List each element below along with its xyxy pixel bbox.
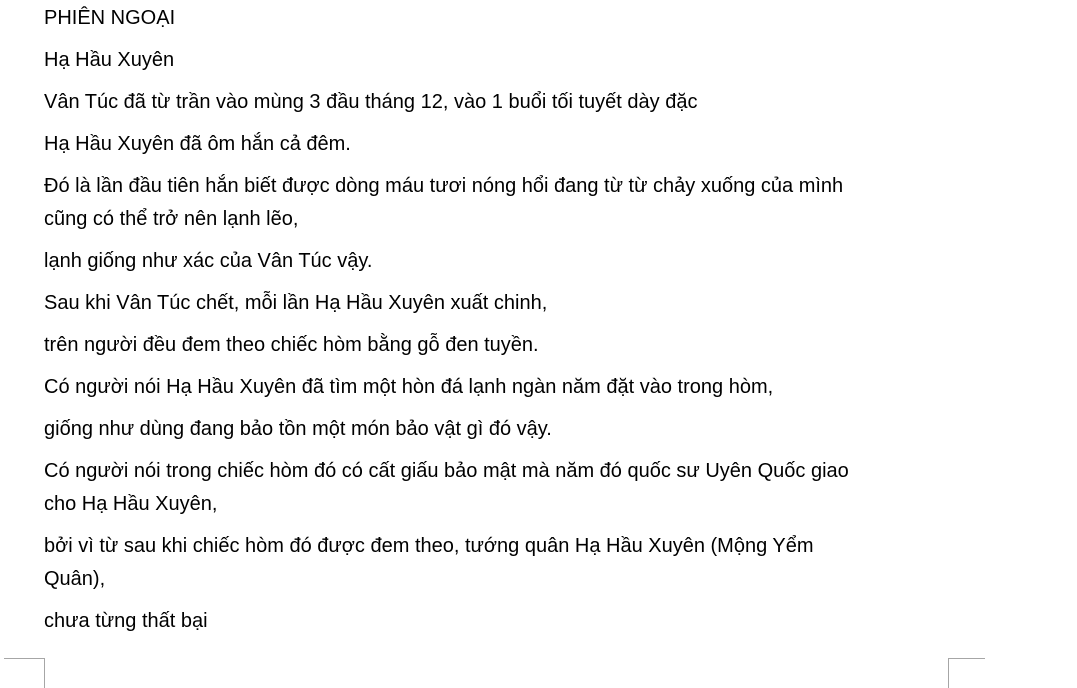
paragraph-line[interactable]: Có người nói trong chiếc hòm đó có cất giấu bảo mật mà năm đó quốc sư Uyên Quốc giao	[44, 460, 849, 482]
paragraph[interactable]	[44, 413, 849, 446]
paragraph-line[interactable]: chưa từng thất bại	[44, 610, 208, 632]
paragraph[interactable]	[44, 455, 849, 521]
paragraph[interactable]	[44, 530, 849, 596]
paragraph-line[interactable]: Vân Túc đã từ trần vào mùng 3 đầu tháng 12, vào 1 buổi tối tuyết dày đặc	[44, 91, 698, 113]
document-text-area[interactable]	[44, 2, 849, 647]
paragraph-line[interactable]: cho Hạ Hầu Xuyên,	[44, 493, 218, 515]
paragraph-line[interactable]: Hạ Hầu Xuyên đã ôm hắn cả đêm.	[44, 133, 351, 155]
paragraph[interactable]	[44, 287, 849, 320]
paragraph[interactable]	[44, 371, 849, 404]
paragraph-line[interactable]: lạnh giống như xác của Vân Túc vậy.	[44, 250, 373, 272]
text-boundary-corner-bottom-right	[948, 658, 985, 688]
paragraph-line[interactable]: Đó là lần đầu tiên hắn biết được dòng máu tươi nóng hổi đang từ từ chảy xuống của mình	[44, 175, 844, 197]
paragraph-line[interactable]: trên người đều đem theo chiếc hòm bằng gỗ đen tuyền.	[44, 334, 539, 356]
paragraph-line[interactable]: Có người nói Hạ Hầu Xuyên đã tìm một hòn đá lạnh ngàn năm đặt vào trong hòm,	[44, 376, 774, 398]
paragraph-line[interactable]: Quân),	[44, 568, 106, 590]
paragraph[interactable]	[44, 329, 849, 362]
text-boundary-corner-bottom-left	[4, 658, 45, 688]
paragraph[interactable]	[44, 2, 849, 35]
paragraph-line[interactable]: PHIÊN NGOẠI	[44, 7, 176, 29]
paragraph[interactable]	[44, 128, 849, 161]
paragraph[interactable]	[44, 245, 849, 278]
paragraph[interactable]	[44, 605, 849, 638]
paragraph-line[interactable]: bởi vì từ sau khi chiếc hòm đó được đem theo, tướng quân Hạ Hầu Xuyên (Mộng Yểm	[44, 535, 814, 557]
paragraph-line[interactable]: giống như dùng đang bảo tồn một món bảo vật gì đó vậy.	[44, 418, 552, 440]
paragraph[interactable]	[44, 44, 849, 77]
paragraph[interactable]	[44, 170, 849, 236]
paragraph-line[interactable]: Hạ Hầu Xuyên	[44, 49, 175, 71]
paragraph-line[interactable]: cũng có thể trở nên lạnh lẽo,	[44, 208, 299, 230]
paragraph[interactable]	[44, 86, 849, 119]
paragraph-line[interactable]: Sau khi Vân Túc chết, mỗi lần Hạ Hầu Xuyên xuất chinh,	[44, 292, 548, 314]
